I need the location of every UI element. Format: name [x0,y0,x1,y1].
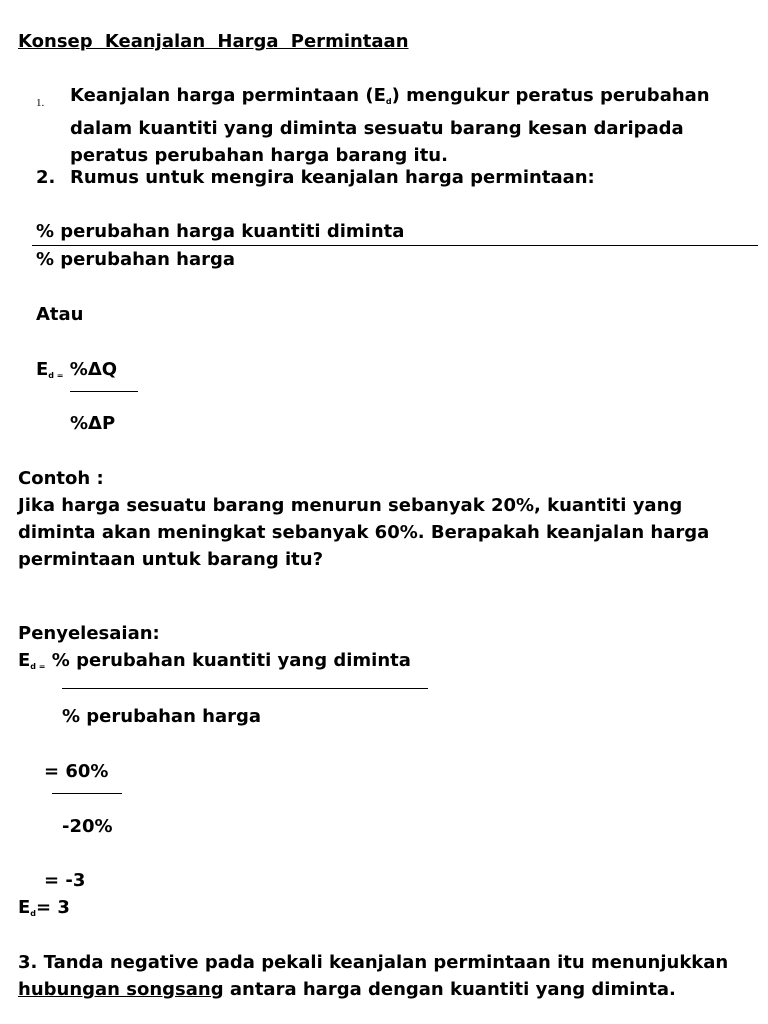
contoh-line2: diminta akan meningkat sebanyak 60%. Berapakah keanjalan harga [18,522,710,543]
item1-line1: Keanjalan harga permintaan $(E_d)$ mengukur peratus perubahan [70,85,710,106]
formula2-lhs: $E_{d =}$ %ΔQ [36,359,118,380]
step1-denominator: -20% [62,816,113,837]
list-item-1 [70,82,710,169]
formula1-numerator: % perubahan harga kuantiti diminta [36,221,405,242]
formula2-numerator: %ΔQ [69,359,118,380]
atau-label: Atau [36,304,84,325]
page-title: Konsep Keanjalan Harga Permintaan [18,31,409,52]
step1-fraction-line [52,793,122,794]
step1-numerator: = 60% [44,761,109,782]
contoh-heading: Contoh : [18,468,104,489]
item1-line3: peratus perubahan harga barang itu. [70,145,448,166]
contoh-line3: permintaan untuk barang itu? [18,549,324,570]
penyelesaian-heading: Penyelesaian: [18,623,160,644]
final-result: $E_d= 3$ [18,897,70,918]
formula1-denominator: % perubahan harga [36,249,236,270]
formula2-fraction-line [70,391,138,392]
formula2-denominator: %ΔP [70,413,116,434]
item3-line2: hubungan songsang antara harga dengan kuantiti yang diminta. [18,979,676,1000]
list-item-2: Rumus untuk mengira keanjalan harga permintaan: [70,167,595,188]
step2-result: = -3 [44,870,86,891]
item1-line2: dalam kuantiti yang diminta sesuatu barang kesan daripada [70,118,684,139]
underlined-phrase: hubungan songsang [18,979,224,1000]
item3-line1: 3. Tanda negative pada pekali keanjalan permintaan itu menunjukkan [18,952,729,973]
penyelesaian-numerator: % perubahan kuantiti yang diminta [51,650,411,671]
penyelesaian-denominator: % perubahan harga [62,706,262,727]
contoh-line1: Jika harga sesuatu barang menurun sebanyak 20%, kuantiti yang [18,495,683,516]
list-number-1: 1. [36,97,45,109]
penyelesaian-lhs: $E_{d =}$ % perubahan kuantiti yang diminta [18,650,411,671]
penyelesaian-fraction-line [62,688,428,689]
list-number-2: 2. [36,167,56,188]
